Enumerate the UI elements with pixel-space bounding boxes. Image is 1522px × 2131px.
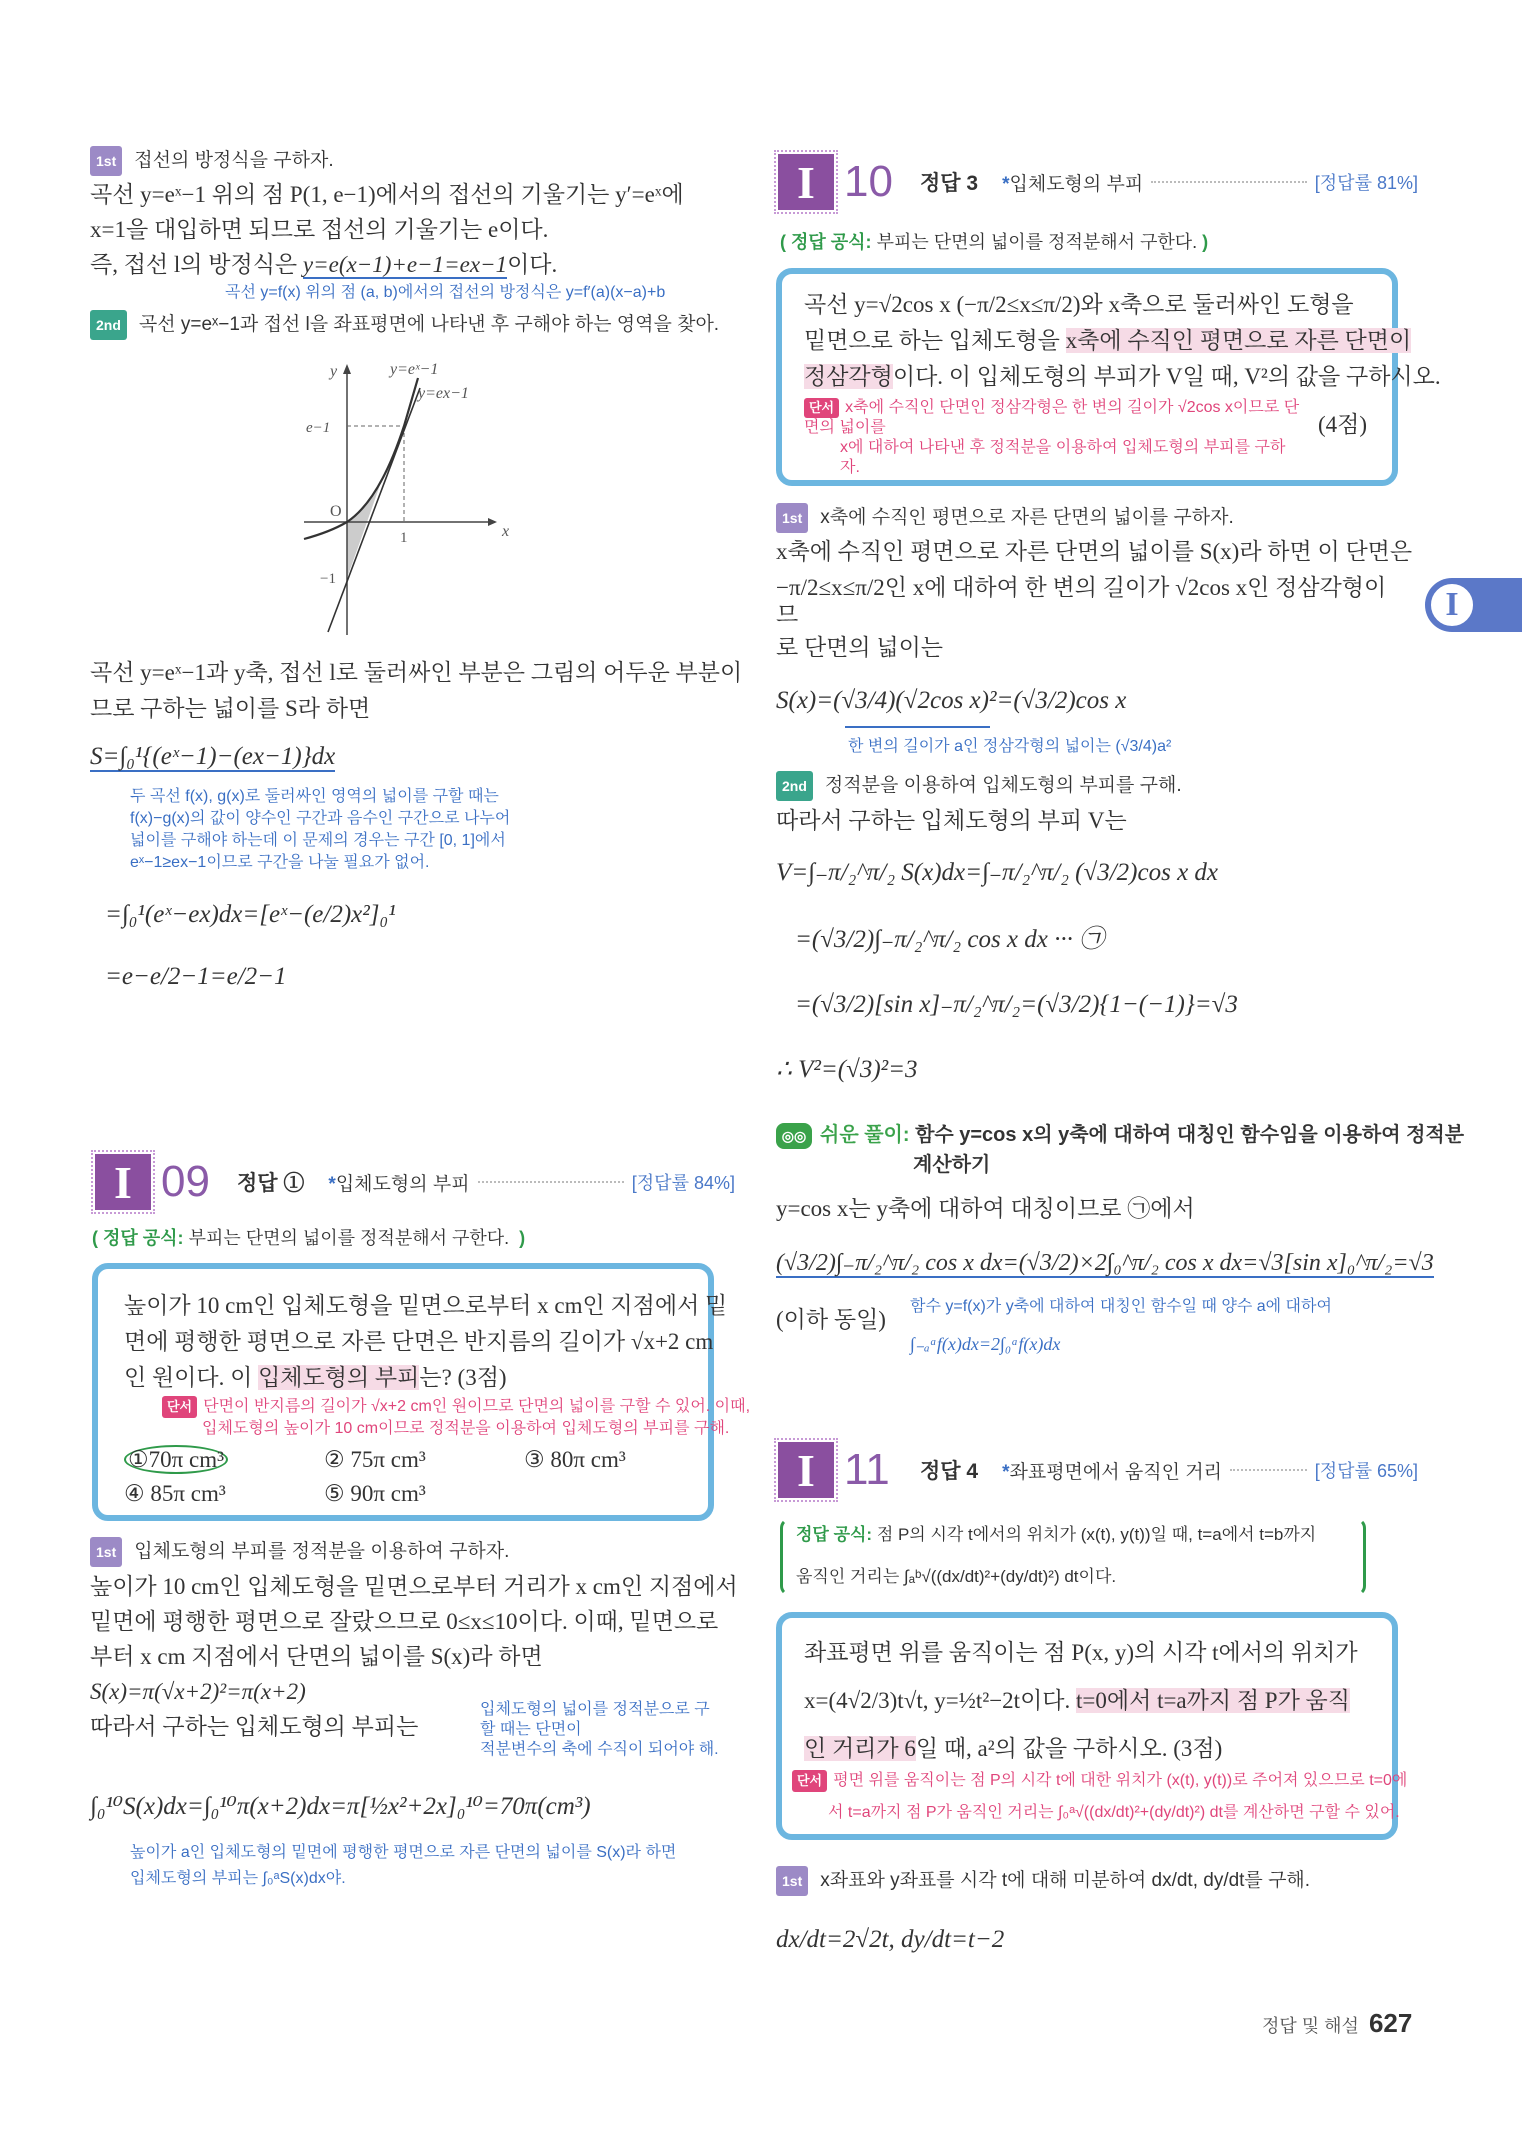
tick-1: 1 [400, 530, 408, 546]
problem-number: 11 [844, 1445, 890, 1494]
origin-label: O [330, 503, 342, 520]
problem-11-header [778, 1440, 1418, 1500]
answer-label: 정답 4 [920, 1460, 979, 1483]
correct-rate: [정답률 65%] [1314, 1461, 1418, 1481]
topic-text: 입체도형의 부피 [335, 1173, 470, 1195]
problem-10-box [776, 268, 1441, 486]
step-badge: 2nd [90, 310, 127, 340]
text: 이다. 이 입체도형의 부피가 V일 때, V²의 값을 구하시오. [892, 364, 1441, 389]
choice-text: ①70π cm³ [124, 1445, 228, 1474]
step-title: 입체도형의 부피를 정적분을 이용하여 구하자. [134, 1541, 510, 1563]
topic [1002, 1457, 1222, 1484]
easy-title-cont: 계산하기 [913, 1154, 991, 1176]
chapter-tab[interactable] [1425, 578, 1522, 632]
equation-text: (√3/2)∫₋π/₂^π/₂ cos x dx=(√3/2)×2∫₀^π/₂ cos x dx=√3[sin x]₀^π/₂=√3 [776, 1250, 1434, 1276]
underline [845, 726, 990, 728]
note-symmetry-formula: ∫₋ₐᵃf(x)dx=2∫₀ᵃf(x)dx [910, 1334, 1061, 1354]
points: (4점) [1318, 412, 1368, 437]
equation-line: V=∫₋π/₂^π/₂ S(x)dx=∫₋π/₂^π/₂ (√3/2)cos x dx [776, 859, 1219, 886]
step-badge: 1st [90, 146, 122, 176]
text-line: 곡선 y=eˣ−1과 y축, 접선 l로 둘러싸인 부분은 그림의 어두운 부분이 [90, 660, 743, 685]
leader-dots [1230, 1469, 1307, 1471]
text: 밑면으로 하는 입체도형을 [804, 328, 1066, 353]
text-line: 따라서 구하는 입체도형의 부피는 [90, 1714, 419, 1739]
problem-10-header [778, 152, 1418, 212]
choice-3[interactable]: ③ 80π cm³ [524, 1447, 626, 1472]
problem-number: 10 [844, 157, 893, 206]
easy-label: 쉬운 풀이: [820, 1124, 910, 1146]
question-line [804, 1686, 1350, 1716]
hint-badge: 단서 [792, 1770, 827, 1792]
step-1st-area [776, 503, 1234, 533]
question-line: 곡선 y=√2cos x (−π/2≤x≤π/2)와 x축으로 둘러싸인 도형을 [804, 292, 1354, 317]
formula-text-cont: 움직인 거리는 ∫ₐᵇ√((dx/dt)²+(dy/dt)²) dt이다. [796, 1567, 1117, 1586]
x-axis-label: x [502, 523, 510, 540]
binoculars-icon: ◎◎ [776, 1123, 812, 1149]
star-icon: * [1002, 173, 1010, 195]
hint-line [162, 1396, 750, 1418]
answer-formula: ( 정답 공식: 부피는 단면의 넓이를 정적분해서 구한다. ) [780, 232, 1209, 252]
y-axis-arrow-icon [343, 364, 351, 374]
formula-text: 부피는 단면의 넓이를 정적분해서 구한다. [188, 1228, 510, 1248]
easy-solution-header [776, 1120, 1464, 1180]
text-line: −π/2≤x≤π/2인 x에 대하여 한 변의 길이가 √2cos x인 정삼각형이므 [776, 575, 1387, 627]
graph-figure [290, 350, 520, 640]
equation-line: S(x)=π(√x+2)²=π(x+2) [90, 1679, 306, 1704]
step-badge: 1st [90, 1537, 122, 1567]
text-line: 로 단면의 넓이는 [776, 635, 944, 660]
hint-line [792, 1770, 1407, 1792]
text: x=(4√2/3)t√t, y=½t²−2t이다. [804, 1688, 1077, 1713]
topic-text: 좌표평면에서 움직인 거리 [1009, 1461, 1222, 1483]
step-title: x좌표와 y좌표를 시각 t에 대해 미분하여 dx/dt, dy/dt를 구해. [820, 1870, 1311, 1892]
step-title: x축에 수직인 평면으로 자른 단면의 넓이를 구하자. [820, 507, 1234, 529]
equation-line: =(√3/2)[sin x]₋π/₂^π/₂=(√3/2){1−(−1)}=√3 [795, 991, 1238, 1018]
answer-label: 정답 3 [920, 172, 979, 195]
hint-text: x축에 수직인 단면인 정삼각형은 한 변의 길이가 √2cos x이므로 단면의 넓이를 [804, 399, 1300, 436]
text-line: x=1을 대입하면 되므로 접선의 기울기는 e이다. [90, 217, 549, 242]
curve-label: y=eˣ−1 [390, 361, 439, 378]
hint-block [804, 398, 1304, 478]
topic [328, 1169, 469, 1196]
step-title: 정적분을 이용하여 입체도형의 부피를 구해. [824, 775, 1182, 797]
text: 인 원이다. 이 [124, 1365, 259, 1390]
question-line [124, 1363, 507, 1393]
hint-text: 단면이 반지름의 길이가 √x+2 cm인 원이므로 단면의 넓이를 구할 수 있어. 이때, [203, 1398, 751, 1415]
page-number: 627 [1368, 2008, 1413, 2038]
highlight: x축에 수직인 평면으로 자른 단면이 [1065, 328, 1412, 353]
tick-e-minus-1: e−1 [306, 420, 331, 436]
step-badge: 2nd [776, 771, 813, 801]
note-area-line: f(x)−g(x)의 값이 양수인 구간과 음수인 구간으로 나누어 [130, 810, 511, 827]
question-line [804, 326, 1411, 356]
page-footer [1262, 2008, 1412, 2039]
equation-line: ∴ V²=(√3)²=3 [776, 1056, 918, 1083]
step-1st-derivative [776, 1866, 1310, 1896]
equation-S [90, 742, 335, 772]
step-badge: 1st [776, 503, 808, 533]
note-area-line: 넓이를 구해야 하는데 이 문제의 경우는 구간 [0, 1]에서 [130, 832, 506, 849]
problem-11-box [776, 1612, 1408, 1840]
hint-badge: 단서 [162, 1396, 197, 1418]
step-badge: 1st [776, 1866, 808, 1896]
answer-formula [796, 1520, 1316, 1545]
text: 이다. [507, 252, 558, 277]
unit-badge: I [778, 154, 834, 210]
note-tangent-formula: 곡선 y=f(x) 위의 점 (a, b)에서의 접선의 방정식은 y=f′(a)(x−a)+b [225, 284, 666, 301]
hint-line: x에 대하여 나타낸 후 정적분을 이용하여 입체도형의 부피를 구하자. [840, 439, 1286, 476]
tangent-line [328, 388, 420, 632]
highlight: 정삼각형 [804, 364, 893, 389]
question-line: 좌표평면 위를 움직이는 점 P(x, y)의 시각 t에서의 위치가 [804, 1640, 1358, 1665]
formula-text: 부피는 단면의 넓이를 정적분해서 구한다. [876, 232, 1198, 252]
step-2nd-volume [776, 771, 1182, 801]
problem-09-box [92, 1263, 751, 1521]
star-icon: * [1002, 1461, 1010, 1483]
equation-text: S=∫₀¹{(eˣ−1)−(ex−1)}dx [90, 743, 336, 770]
equation-line: =e−e/2−1=e/2−1 [105, 963, 287, 990]
question-line [804, 1734, 1222, 1764]
answer-formula: ( 정답 공식: 부피는 단면의 넓이를 정적분해서 구한다. ) [92, 1228, 526, 1248]
choice-4[interactable]: ④ 85π cm³ [124, 1481, 226, 1506]
note-volume-formula [130, 1840, 676, 1892]
step-title: 접선의 방정식을 구하자. [134, 150, 334, 172]
highlight: 인 거리가 6 [804, 1736, 916, 1761]
tick-minus-1: −1 [320, 571, 336, 587]
equation-S: S(x)=(√3/4)(√2cos x)²=(√3/2)cos x [776, 687, 1127, 714]
leader-dots [478, 1181, 624, 1183]
problem-09-header [95, 1152, 735, 1212]
topic [1002, 169, 1143, 196]
equation-line [776, 1248, 1434, 1278]
unit-badge: I [95, 1154, 151, 1210]
question-line [804, 362, 1441, 392]
note-area-line: eˣ−1≥ex−1이므로 구간을 나눌 필요가 없어. [130, 854, 430, 871]
hint-line [804, 398, 1304, 438]
hint-badge: 단서 [804, 398, 839, 418]
highlight: t=0에서 t=a까지 점 P가 움직 [1076, 1688, 1350, 1713]
text-line: 따라서 구하는 입체도형의 부피 V는 [776, 808, 1127, 833]
easy-title: 함수 y=cos x의 y축에 대하여 대칭인 함수임을 이용하여 정적분 [915, 1124, 1465, 1146]
text-line: x축에 수직인 평면으로 자른 단면의 넓이를 S(x)라 하면 이 단면은 [776, 539, 1413, 564]
formula-label: 정답 공식: [796, 1525, 873, 1544]
text: 일 때, a²의 값을 구하시오. (3점) [915, 1736, 1223, 1761]
note-perpendicular [480, 1700, 720, 1760]
tangent-label: y=ex−1 [418, 385, 469, 402]
star-icon: * [328, 1173, 336, 1195]
note-triangle-area: 한 변의 길이가 a인 정삼각형의 넓이는 (√3/4)a² [848, 738, 1172, 755]
equation-line: dx/dt=2√2t, dy/dt=t−2 [776, 1926, 1005, 1953]
correct-rate: [정답률 84%] [631, 1173, 735, 1193]
question-line: 높이가 10 cm인 입체도형을 밑면으로부터 x cm인 지점에서 밑 [124, 1293, 728, 1318]
note-line: 입체도형의 부피는 ∫₀ᵃS(x)dx야. [130, 1870, 346, 1887]
choice-1[interactable] [124, 1445, 228, 1475]
text-line [90, 250, 557, 280]
hint-text: 평면 위를 움직이는 점 P의 시각 t에 대한 위치가 (x(t), y(t))로 주어져 있으므로 t=0에 [833, 1772, 1408, 1789]
text-line: (이하 동일) [776, 1307, 886, 1332]
note-area-line: 두 곡선 f(x), g(x)로 둘러싸인 영역의 넓이를 구할 때는 [130, 788, 499, 805]
formula-label: 정답 공식: [103, 1228, 184, 1248]
unit-badge: I [778, 1442, 834, 1498]
answer-label: 정답 ① [237, 1172, 305, 1195]
text: 는? (3점) [419, 1365, 507, 1390]
choice-5[interactable]: ⑤ 90π cm³ [324, 1481, 426, 1506]
step-2nd-region [90, 310, 719, 340]
chapter-tab-label: I [1428, 581, 1476, 629]
equation-volume: ∫₀¹⁰S(x)dx=∫₀¹⁰π(x+2)dx=π[½x²+2x]₀¹⁰=70π(cm³) [90, 1793, 591, 1820]
text-line: 곡선 y=eˣ−1 위의 점 P(1, e−1)에서의 접선의 기울기는 y′=eˣ에 [90, 182, 684, 207]
correct-rate: [정답률 81%] [1314, 173, 1418, 193]
leader-dots [1151, 181, 1307, 183]
formula-label: 정답 공식: [791, 232, 872, 252]
highlight: 입체도형의 부피 [258, 1365, 420, 1390]
hint-line: 입체도형의 높이가 10 cm이므로 정적분을 이용하여 입체도형의 부피를 구해. [202, 1420, 730, 1437]
x-axis-arrow-icon [488, 518, 497, 526]
tangent-equation: y=e(x−1)+e−1=ex−1 [302, 252, 508, 277]
text-line: 므로 구하는 넓이를 S라 하면 [90, 696, 371, 721]
equation-line: =∫₀¹(eˣ−ex)dx=[eˣ−(e/2)x²]₀¹ [105, 901, 396, 928]
step-title: 곡선 y=eˣ−1과 접선 l을 좌표평면에 나타낸 후 구해야 하는 영역을 찾아. [138, 314, 720, 336]
text-line: 높이가 10 cm인 입체도형을 밑면으로부터 거리가 x cm인 지점에서 [90, 1574, 738, 1599]
equation-line: =(√3/2)∫₋π/₂^π/₂ cos x dx ··· ㉠ [795, 926, 1105, 953]
text: 즉, 접선 l의 방정식은 [90, 252, 303, 277]
choice-2[interactable]: ② 75π cm³ [324, 1447, 426, 1472]
text-line: 부터 x cm 지점에서 단면의 넓이를 S(x)라 하면 [90, 1644, 543, 1669]
note-line: 입체도형의 넓이를 정적분으로 구할 때는 단면이 [480, 1701, 710, 1738]
note-symmetry: 함수 y=f(x)가 y축에 대하여 대칭인 함수일 때 양수 a에 대하여 [910, 1298, 1332, 1315]
shaded-region [347, 485, 380, 578]
note-line: 적분변수의 축에 수직이 되어야 해. [480, 1741, 719, 1758]
hint-line: 서 t=a까지 점 P가 움직인 거리는 ∫₀ᵃ√((dx/dt)²+(dy/dt)²) dt를 계산하면 구할 수 있어. [828, 1804, 1400, 1821]
question-line: 면에 평행한 평면으로 자른 단면은 반지름의 길이가 √x+2 cm [124, 1329, 714, 1354]
topic-text: 입체도형의 부피 [1009, 173, 1144, 195]
problem-number: 09 [161, 1157, 210, 1206]
step-1st-volume [90, 1537, 509, 1567]
y-axis-label: y [330, 363, 338, 380]
formula-text: 점 P의 시각 t에서의 위치가 (x(t), y(t))일 때, t=a에서 t=b까지 [876, 1525, 1317, 1544]
footer-label: 정답 및 해설 [1262, 2016, 1359, 2036]
note-line: 높이가 a인 입체도형의 밑면에 평행한 평면으로 자른 단면의 넓이를 S(x)라 하면 [130, 1844, 677, 1861]
text-line: y=cos x는 y축에 대하여 대칭이므로 ㉠에서 [776, 1196, 1195, 1221]
step-1st-tangent [90, 146, 334, 176]
text-line: 밑면에 평행한 평면으로 잘랐으므로 0≤x≤10이다. 이때, 밑면으로 [90, 1609, 719, 1634]
